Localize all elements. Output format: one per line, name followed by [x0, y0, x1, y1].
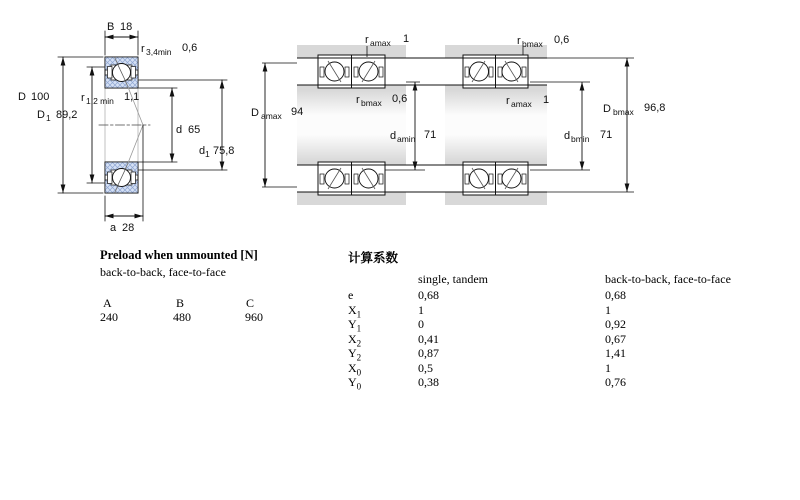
preload-table-subtitle: back-to-back, face-to-face [100, 265, 226, 279]
factor-row [348, 303, 748, 317]
dim-symbol: r [517, 35, 521, 47]
dim-subscript: bmax [361, 98, 382, 108]
factor-value-single-tandem: 1 [418, 302, 424, 317]
dim-symbol: a [110, 222, 117, 234]
preload-table [100, 248, 330, 338]
preload-value: 240 [100, 310, 118, 324]
factor-symbol: $X_2$ [348, 331, 362, 348]
preload-col-header: A [103, 296, 112, 310]
dim-symbol: d [564, 130, 571, 142]
dim-symbol: d [199, 145, 206, 157]
factors-rows [348, 248, 768, 398]
dim-symbol: r [356, 94, 360, 106]
dim-label-dbmin [564, 129, 612, 144]
dim-label-d1 [199, 145, 234, 159]
dim-value: 1,1 [124, 91, 140, 103]
dim-value: 18 [120, 21, 133, 33]
preload-col-header: B [176, 296, 185, 310]
dim-symbol: r [506, 95, 510, 107]
dim-label-Damax [251, 106, 303, 121]
preload-value: 960 [245, 310, 263, 324]
factor-value-back-to-back: 0,76 [605, 375, 626, 389]
dim-value: 94 [291, 106, 304, 118]
bearing-cross-section-drawing [18, 21, 234, 234]
dim-label-a [110, 222, 134, 234]
dim-symbol: D [37, 109, 45, 121]
factors-table-title: 计算系数 [348, 251, 399, 265]
preload-col-header: C [246, 296, 255, 310]
bearing-bottom-half [105, 162, 138, 193]
dim-value: 89,2 [56, 109, 78, 121]
dim-symbol: D [603, 103, 611, 115]
dim-subscript: 1 [46, 113, 51, 123]
factor-symbol: $X_1$ [348, 302, 362, 319]
factor-symbol: $Y_1$ [348, 317, 362, 334]
calculation-factors-table [348, 248, 768, 398]
preload-value: 480 [173, 310, 191, 324]
factor-row [348, 375, 748, 392]
dim-label-D1 [37, 109, 77, 123]
dim-value: 1 [543, 94, 550, 106]
factor-value-single-tandem: 0,87 [418, 346, 439, 360]
dim-subscript: 3,4min [146, 47, 172, 57]
dim-value: 71 [600, 129, 613, 141]
dim-value: 28 [122, 222, 135, 234]
dim-symbol: r [365, 34, 369, 46]
factor-value-single-tandem: 0,68 [418, 288, 439, 302]
factor-value-back-to-back: 0,92 [605, 317, 626, 331]
dim-symbol: r [141, 43, 145, 55]
preload-table-title: Preload when unmounted [N] [100, 248, 258, 262]
dim-label-Dbmax [603, 102, 665, 117]
factor-row [348, 332, 748, 346]
dim-value: 0,6 [392, 93, 408, 105]
dim-label-B [107, 21, 132, 33]
dim-subscript: bmax [522, 39, 543, 49]
dim-symbol: r [81, 92, 85, 104]
factor-value-single-tandem: 0,5 [418, 360, 433, 375]
factor-value-single-tandem: 0,38 [418, 375, 439, 389]
dim-subscript: 1 [205, 149, 210, 159]
bearing-top-half [105, 57, 138, 88]
factor-value-back-to-back: 0,67 [605, 331, 626, 346]
dim-symbol: D [251, 107, 259, 119]
dim-symbol: d [390, 130, 397, 142]
dim-value: 65 [188, 124, 201, 136]
dim-value: 0,6 [554, 34, 570, 46]
factor-value-back-to-back: 1 [605, 360, 611, 375]
factors-col2-header: back-to-back, face-to-face [605, 272, 731, 286]
dim-value: 96,8 [644, 102, 666, 114]
dim-value: 71 [424, 129, 437, 141]
dim-value: 75,8 [213, 145, 235, 157]
dim-label-d [176, 124, 200, 136]
dim-subscript: amin [397, 134, 416, 144]
factor-symbol: e [348, 288, 354, 302]
factors-col1-header: single, tandem [418, 272, 488, 286]
dim-symbol: d [176, 124, 183, 136]
dim-subscript: 1,2 min [86, 96, 114, 106]
factor-value-single-tandem: 0,41 [418, 331, 439, 346]
dim-subscript: bmax [613, 107, 634, 117]
factor-value-back-to-back: 1,41 [605, 346, 626, 360]
dim-subscript: bmin [571, 134, 590, 144]
dim-symbol: D [18, 91, 26, 103]
dim-subscript: amax [261, 111, 282, 121]
dim-label-D [18, 91, 49, 103]
dim-value: 1 [403, 33, 410, 45]
dim-value: 100 [31, 91, 50, 103]
dim-label-r12 [81, 91, 139, 106]
factor-value-back-to-back: 1 [605, 302, 611, 317]
factor-row [348, 317, 748, 334]
factor-value-back-to-back: 0,68 [605, 288, 626, 302]
dim-subscript: amax [370, 38, 391, 48]
dim-subscript: amax [511, 99, 532, 109]
factor-symbol: $X_0$ [348, 360, 362, 377]
factor-value-single-tandem: 0 [418, 317, 424, 331]
dim-value: 0,6 [182, 42, 198, 54]
factor-symbol: $Y_2$ [348, 346, 362, 363]
factor-row [348, 361, 748, 375]
factor-row [348, 288, 748, 302]
factor-symbol: $Y_0$ [348, 375, 362, 392]
dim-label-r34 [141, 42, 197, 57]
dim-symbol: B [107, 21, 115, 33]
paired-arrangement-drawings [251, 33, 665, 205]
factor-row [348, 346, 748, 363]
